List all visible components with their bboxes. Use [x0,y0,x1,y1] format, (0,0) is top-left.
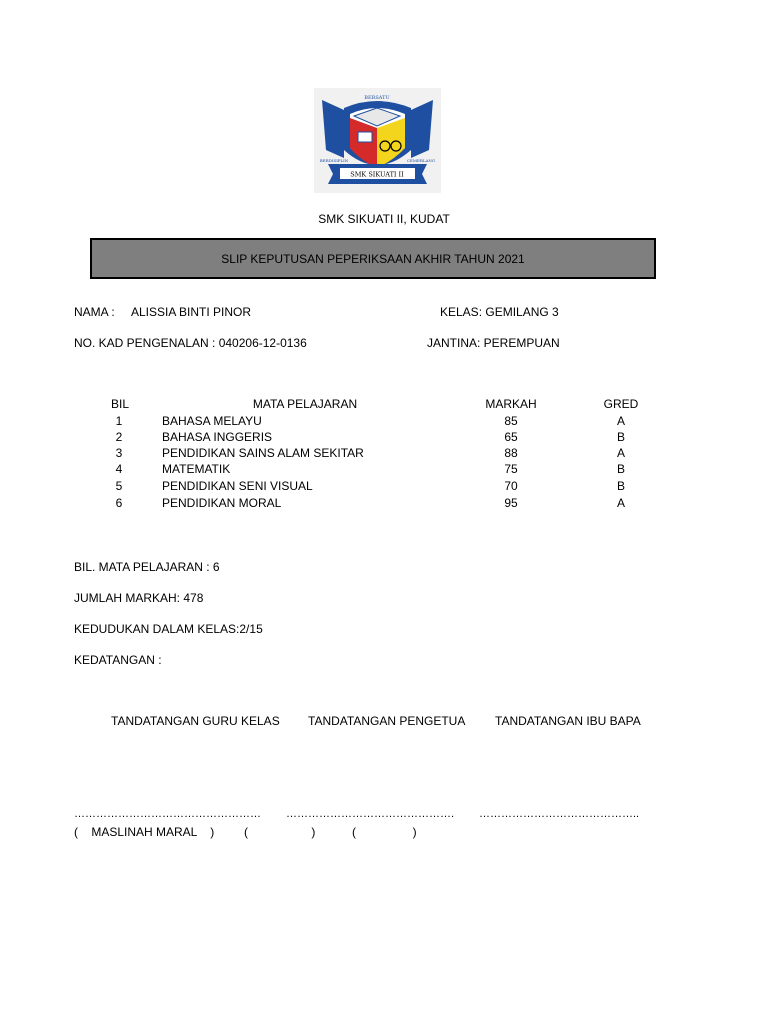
row-mark: 70 [504,479,518,493]
row-mark: 85 [504,414,518,428]
header-bil: BIL [110,397,129,411]
row-mark: 95 [504,496,518,510]
row-grade: B [616,462,625,476]
row-grade: A [616,446,625,460]
header-grade: GRED [603,397,639,411]
table-row [0,430,768,446]
subject-count: BIL. MATA PELAJARAN : 6 [74,560,220,574]
row-grade: A [616,414,625,428]
row-subject: BAHASA MELAYU [162,414,262,428]
row-bil: 1 [115,414,123,428]
row-bil: 2 [115,430,123,444]
row-subject: MATEMATIK [162,462,231,476]
name-label: NAMA : [74,305,115,319]
svg-text:BERDISIPLIN: BERDISIPLIN [319,158,349,163]
class-info: KELAS: GEMILANG 3 [440,305,559,319]
row-mark: 75 [504,462,518,476]
school-name: SMK SIKUATI II, KUDAT [318,212,450,226]
row-mark: 65 [504,430,518,444]
row-grade: A [616,496,625,510]
row-subject: PENDIDIKAN SENI VISUAL [162,479,313,493]
table-row [0,479,768,495]
principal-name: ( ) [244,825,316,839]
parent-signature-label: TANDATANGAN IBU BAPA [495,714,641,728]
row-subject: BAHASA INGGERIS [162,430,273,444]
name-value: ALISSIA BINTI PINOR [131,305,252,319]
parent-signature-line: …………………………………….. [479,808,640,820]
row-bil: 4 [115,462,123,476]
row-grade: B [616,430,625,444]
svg-text:CEMERLANG: CEMERLANG [406,158,436,163]
slip-title-box [90,238,656,279]
ic-number: NO. KAD PENGENALAN : 040206-12-0136 [74,336,307,350]
slip-title: SLIP KEPUTUSAN PEPERIKSAAN AKHIR TAHUN 2021 [221,251,525,266]
principal-signature-line: ………………………………………. [286,808,455,820]
svg-text:BERSATU: BERSATU [364,95,390,101]
class-position: KEDUDUKAN DALAM KELAS:2/15 [74,622,263,636]
row-mark: 88 [504,446,518,460]
gender-info: JANTINA: PEREMPUAN [427,336,560,350]
teacher-name: ( MASLINAH MARAL ) [74,825,215,839]
total-marks: JUMLAH MARKAH: 478 [74,591,204,605]
row-grade: B [616,479,625,493]
table-row [0,462,768,478]
row-bil: 6 [115,496,123,510]
attendance: KEDATANGAN : [74,653,162,667]
header-mark: MARKAH [485,397,537,411]
row-bil: 5 [115,479,123,493]
school-logo [314,88,441,193]
table-row [0,446,768,462]
header-subject: MATA PELAJARAN [252,397,358,411]
teacher-signature-label: TANDATANGAN GURU KELAS [111,714,280,728]
parent-name: ( ) [352,825,417,839]
row-bil: 3 [115,446,123,460]
school-crest-icon [314,88,441,193]
principal-signature-label: TANDATANGAN PENGETUA [308,714,466,728]
teacher-signature-line: …………………………………………… [74,808,261,820]
results-table [0,397,768,517]
row-subject: PENDIDIKAN MORAL [162,496,282,510]
svg-text:SMK SIKUATI II: SMK SIKUATI II [350,170,404,179]
table-row [0,496,768,512]
row-subject: PENDIDIKAN SAINS ALAM SEKITAR [162,446,364,460]
table-row [0,414,768,430]
